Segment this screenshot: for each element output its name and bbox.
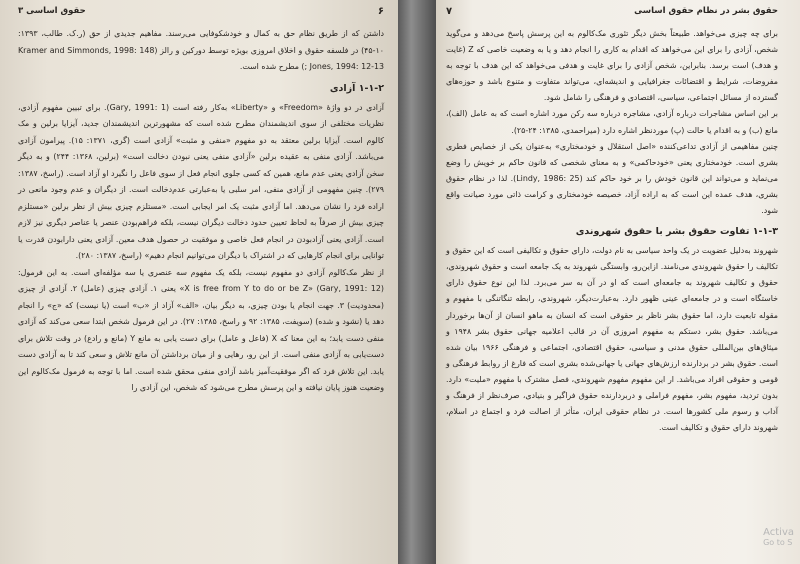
left-page [0,0,398,564]
running-head [446,6,778,17]
paragraph: بر این اساس مشاجرات درباره آزادی، مشاجره درباره سه رکن مورد اشاره است که به عامل (الف)، مانع (ب) و به اقدام یا حالت (پ) موردنظر اشاره دارد (میراحمدی، ۱۳۸۵: ۲۴-۲۵). [446,109,778,135]
paragraph: از نظر مک‌کالوم آزادی دو مفهوم نیست، بلکه یک مفهوم سه عنصری یا سه مؤلفه‌ای است. به این فرمول: (Gary, 1991: 12) «X is free from Y to do or be Z» یعنی ۱. آزادی چیزی (عامل) ۲. آزادی از چیزی (محدودیت) ۳. جهت انجام یا بودن چیزی، به دیگر بیان، «الف» آزاد از «ب» است (یا نیست) که «ج» را انجام دهد یا (نشود و شده) (سویفت، ۱۳۸۵: ۹۲ و راسخ، ۱۳۸۵: ۲۷). در این فرمول شخص ابتدا سعی می‌کند که آزادی منفی دست یابد؛ به این معنا که X (فاعل و عامل) برای دست یابی به مانع Y (مانع و رادع) در وقت تلاش برای دست‌یابی به آزادی منفی است. از این رو، رهایی و از میان برداشتن آن مانع تلاش و سعی کند تا به آزادی دست یابد. این تلاش فرد که اگر موفقیت‌آمیز باشد آزادی منفی محقق شده است. اما با توجه به فرمول مک‌کالوم این وضعیت هنوز پایان نیافته و این پرسش مطرح می‌شود که شخص، این آزادی را [18,267,385,392]
paragraph: برای چه چیزی می‌خواهد. طبیعتاً بخش دیگر تئوری مک‌کالوم به این پرسش پاسخ می‌دهد و می‌گوید شخص، آزادی را برای این می‌خواهد که اقدام به کاری را انجام دهد و یا به وضعیت خاصی که Z (غایت و هدف) است برسد. بنابراین، شخص آزادی را برای غایت و هدفی می‌خواهد که این هدف با توجه به مفروضات، شرایط و اقتضائات جغرافیایی و اندیشه‌ای، می‌تواند متفاوت و متنوع باشد و حوزه‌های گسترده از مسائل اجتماعی، سیاسی، اقتصادی و فرهنگی را شامل شود. [446,29,778,103]
section-heading: ۱-۱-۲ آزادی [329,82,384,94]
right-page [436,0,800,564]
running-head-title: حقوق اساسی ۳ [18,6,86,16]
watermark-title: Activa [763,527,794,538]
watermark-subtitle: Go to S [763,538,793,547]
page-number: ۶ [377,6,384,17]
paragraph: آزادی در دو واژهٔ «Freedom» و «Liberty» به‌کار رفته است (Gary, 1991: 1). برای تبیین مفهوم آزادی، نظریات مختلفی از سوی اندیشمندان مطرح شده است که مشهورترین اندیشمندان جدید، آیزایا برلین و مک کالوم است. آیزایا برلین معتقد به دو مفهوم «منفی و مثبت» آزادی است (گری، ۱۳۷۱: ۱۵). پیرامون آزادی می‌باشد. آزادی منفی به عقیده برلین «آزادی منفی یعنی نبودن دخالت است» (برلین، ۱۳۶۸: ۲۴۴) و به دیگر سخن آزادی یعنی عدم مانع، همین که کسی جلوی انجام فعل از سوی فاعل را نگیرد او آزاد است. (راسخ، ۱۳۸۷: ۲۷۹). چنین مفهومی از آزادی منفی، امر سلبی یا به‌عبارتی عدم‌دخالت است. از دیگران و عدم وجود مانعی در اراده فرد را نشان می‌دهد. اما آزادی مثبت یک امر ایجابی است. «مستلزم چیزی بیش از نظر برلین «مستلزم چیزی بیش از صرفاً به لحاظ تعیین حدود دخالت دیگران نیست، بلکه فراهم‌بودن عنصر یا عناصر دیگری نیز لازم است. آزادی یعنی آزادبودن در انجام فعل خاصی و موفقیت در حصول هدف معین. آزادی یعنی دارابودن قدرت یا توانایی برای انجام کارهایی که در اشتراک با دیگران می‌توانیم انجام دهیم» (راسخ، ۱۳۸۷: ۲۸۰). [18,102,384,260]
section-heading: ۱-۱-۳ تفاوت حقوق بشر با حقوق شهروندی [575,226,778,238]
book-gutter [398,0,436,564]
paragraph: چنین مفاهیمی از آزادی تداعی‌کننده «اصل استقلال و خودمختاری» به‌عنوان یکی از خصایص فطری بشری است. خودمختاری یعنی «خودحاکمی» و به معنای شخصی که قانون حاکم بر خویش را وضع می‌نماید و می‌تواند این قانون خودش را بر خود حاکم کند (Lindy, 1986: 25). لذا در نظام حقوق بشری، هدف عمده این است که به اراده آزاد، خصیصه خودمختاری و کرامت ذاتی مورد صیانت واقع شود. [446,141,778,216]
page-number: ۷ [446,6,453,17]
paragraph: شهروند به‌دلیل عضویت در یک واحد سیاسی به نام دولت، دارای حقوق و تکالیفی است که این حقوق و تکالیف را حقوق شهروندی می‌نامند. ازاین‌رو، وابستگی شهروند به یک جامعه است و حقوق شهروندی، حقوق و تکالیف شهروند به جامعه‌ای است که او در آن به سر می‌برد. لذا این نوع حقوق دارای خاستگاه است و در جامعه‌ای عینی ظهور دارد. به‌عبارت‌دیگر، شهروندی، رابطه تنگاتنگی با مفهوم و مقوله تابعیت دارد، اما حقوق بشر ناظر بر حقوقی است که انسان به ماهو انسان از آن‌ها برخوردار می‌باشد. حقوق بشر، دستکم به مفهوم امروزی آن در قالب اعلامیه جهانی حقوق بشر ۱۹۴۸ و میثاق‌های بین‌المللی حقوق مدنی و سیاسی، حقوق اقتصادی، اجتماعی و فرهنگی ۱۹۶۶ بیان شده است. حقوق بشر در بردارنده ارزش‌های جهانی یا جهانی‌شده بشری است که فارغ از روابط فرهنگی و قومی و حقوقی افراد می‌باشد. ار این مفهوم مفهوم شهروندی، فصل مشترک با مفهوم «ملیت» دارد. بدون تردید، مفهوم بشر، مفهوم فراملی و دربردارنده حقوق فراگیر و بنیادی، صرف‌نظر از فرهنگ و آداب و رسوم ملی کشورها است. در نظام حقوقی ایران، متأثر از اصالت فرد و اجتماع در اسلام، شهروند دارای حقوق و تکالیف است. [446,246,778,433]
running-head [18,6,384,17]
paragraph: داشتن که از طریق نظام حق به کمال و خودشکوفایی می‌رسند. مفاهیم جدیدی از حق (ر.ک. طالب، ۱۳۹۳: ۱۰-۴۵) در فلسفه حقوق و اخلاق امروزی بویژه توسط دورکین و رالز (Kramer and Simmonds, 1998: 148 ; Jones, 1994: 12-13) مطرح شده است. [18,29,384,71]
running-head-title: حقوق بشر در نظام حقوق اساسی [634,6,778,16]
activation-watermark [763,528,794,548]
